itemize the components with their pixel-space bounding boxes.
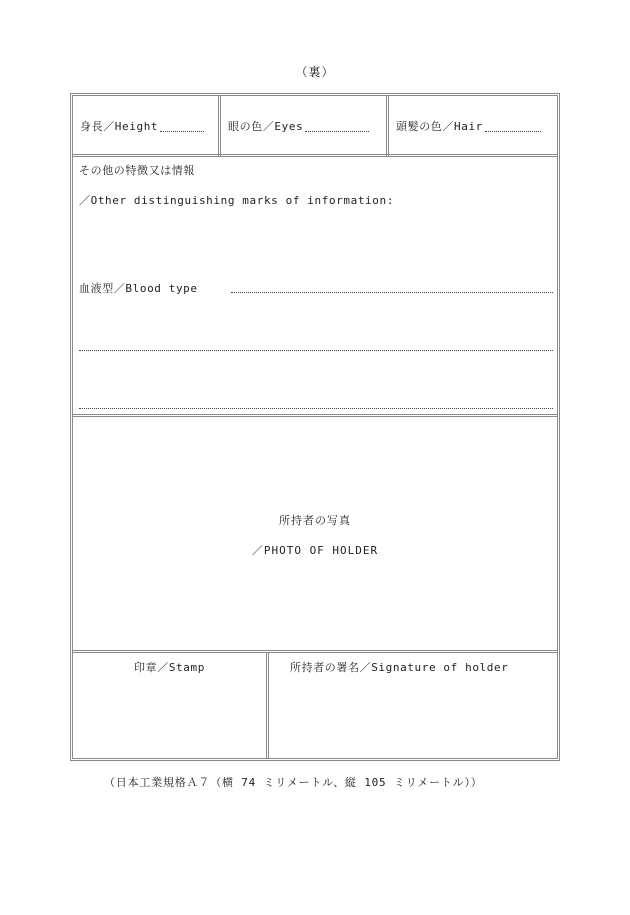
height-cell: [73, 96, 221, 156]
blood-type-fill-line[interactable]: [231, 292, 553, 293]
physical-traits-row: [73, 96, 557, 156]
stamp-signature-divider: [266, 653, 269, 758]
blood-type-label: 血液型／Blood type: [79, 282, 198, 295]
other-info-label-en: ／Other distinguishing marks of information:: [79, 194, 394, 207]
hair-cell: [389, 96, 557, 156]
eyes-label: 眼の色／Eyes: [228, 120, 304, 133]
reverse-side-label: （裏）: [295, 65, 335, 79]
hair-label: 頭髪の色／Hair: [396, 120, 483, 133]
signature-label: 所持者の署名／Signature of holder: [290, 661, 509, 674]
separator-after-other-info: [73, 414, 557, 417]
height-label: 身長／Height: [80, 120, 159, 133]
separator-after-photo: [73, 650, 557, 653]
photo-label-ja: 所持者の写真: [279, 514, 351, 527]
separator-after-traits: [73, 154, 557, 157]
other-info-label-ja: その他の特徴又は情報: [79, 164, 195, 177]
other-info-fill-line-3[interactable]: [79, 408, 553, 409]
height-fill-line[interactable]: [160, 120, 204, 132]
size-standard-footnote: （日本工業規格Ａ７（横 74 ミリメートル、縦 105 ミリメートル））: [104, 776, 483, 789]
form-frame: [70, 93, 560, 761]
other-info-fill-line-2[interactable]: [79, 350, 553, 351]
eyes-fill-line[interactable]: [305, 120, 369, 132]
eyes-cell: [221, 96, 389, 156]
photo-label-en: ／PHOTO OF HOLDER: [251, 544, 379, 557]
hair-fill-line[interactable]: [485, 120, 541, 132]
stamp-label: 印章／Stamp: [134, 661, 205, 674]
